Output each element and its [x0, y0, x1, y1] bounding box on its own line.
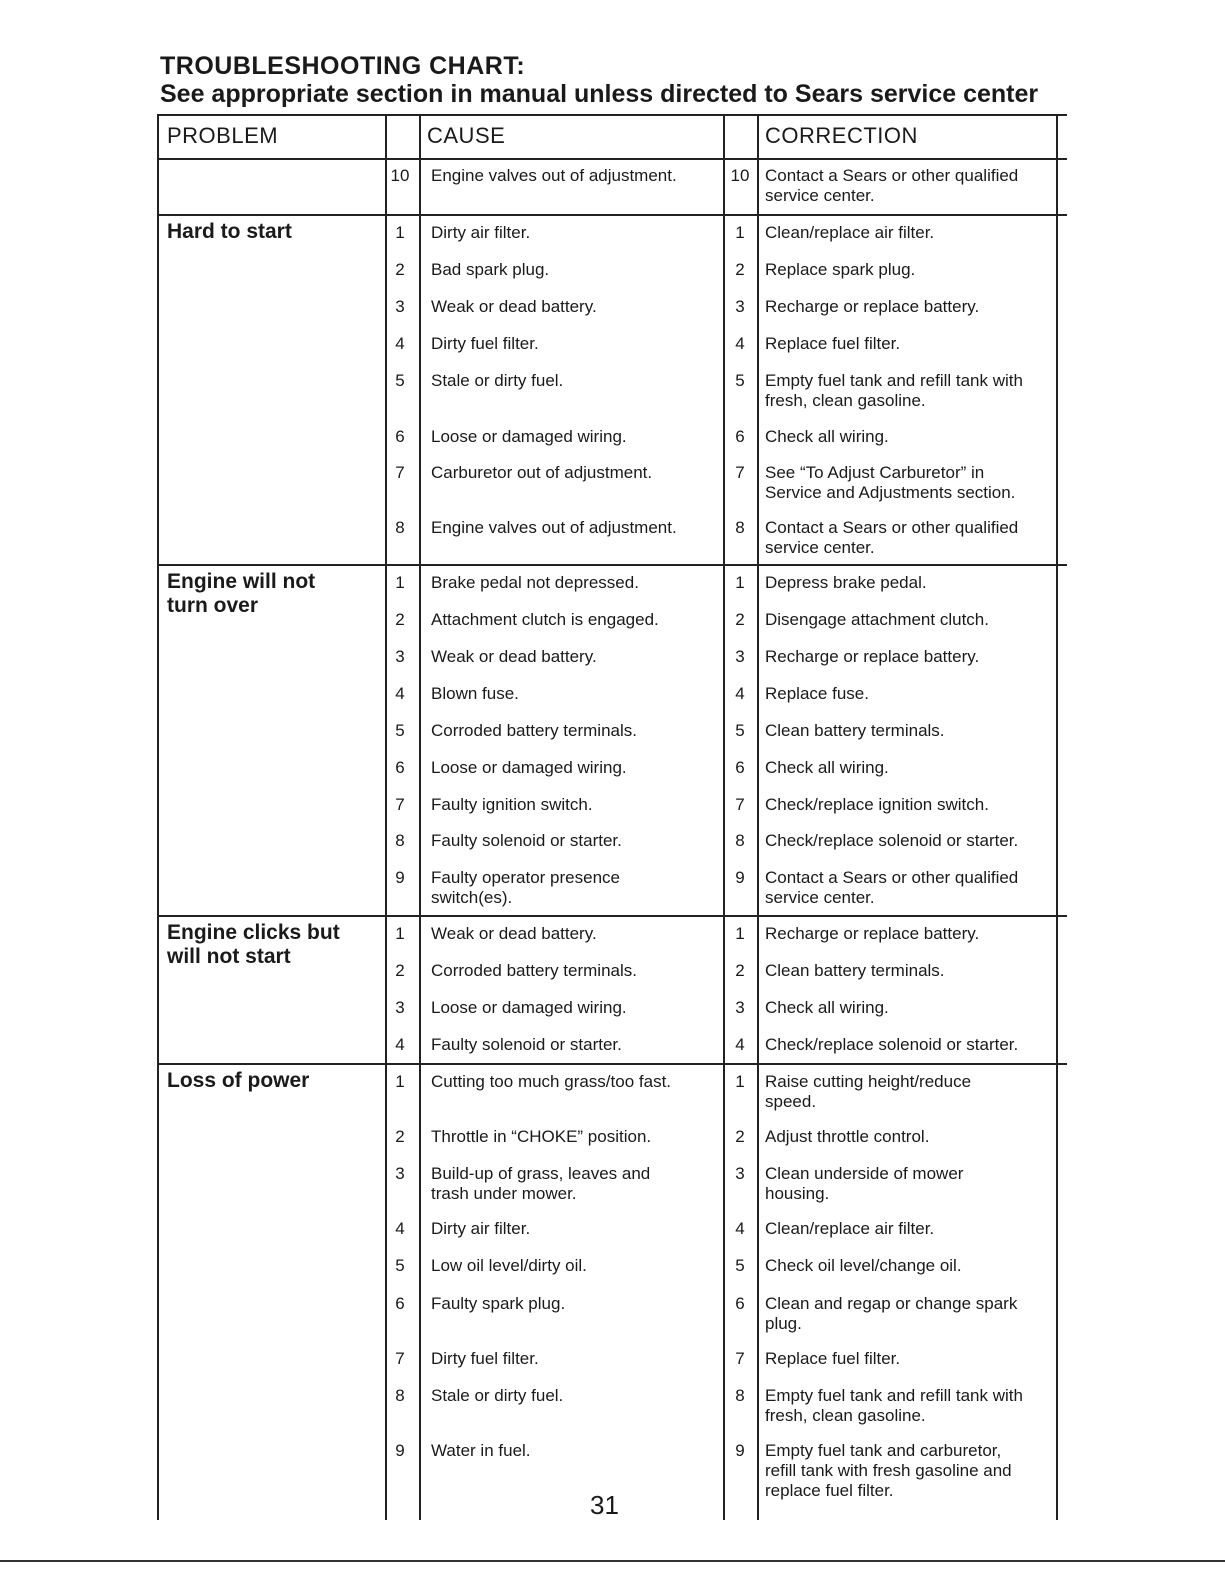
- cause-number: 7: [395, 463, 405, 482]
- cause-number: 10: [390, 166, 410, 185]
- cause-number: 7: [395, 795, 405, 814]
- cause-number: 2: [395, 1127, 405, 1146]
- correction-text: See “To Adjust Carburetor” in Service and Adjustments section.: [765, 463, 1016, 502]
- correction-text: Contact a Sears or other qualified service center.: [765, 868, 1019, 907]
- cause-text: Throttle in “CHOKE” position.: [431, 1127, 652, 1146]
- correction-text: Adjust throttle control.: [765, 1127, 930, 1146]
- correction-text: Clean/replace air filter.: [765, 223, 935, 242]
- correction-text: Replace fuse.: [765, 684, 869, 703]
- cause-number: 9: [395, 868, 405, 887]
- cause-number: 5: [395, 371, 405, 390]
- page-subtitle: See appropriate section in manual unless directed to Sears service center: [160, 80, 1039, 108]
- correction-text: Check oil level/change oil.: [765, 1256, 962, 1275]
- correction-number: 8: [735, 1386, 745, 1405]
- correction-number: 10: [730, 166, 750, 185]
- cause-number: 8: [395, 831, 405, 850]
- correction-number: 1: [735, 573, 745, 592]
- cause-text: Loose or damaged wiring.: [431, 758, 627, 777]
- cause-text: Attachment clutch is engaged.: [431, 610, 659, 629]
- cause-text: Loose or damaged wiring.: [431, 427, 627, 446]
- cause-text: Stale or dirty fuel.: [431, 1386, 564, 1405]
- correction-text: Check all wiring.: [765, 998, 889, 1017]
- cause-number: 6: [395, 427, 405, 446]
- column-divider: [419, 114, 421, 1520]
- correction-text: Clean/replace air filter.: [765, 1219, 935, 1238]
- column-divider: [723, 114, 725, 1520]
- header-cause: CAUSE: [427, 123, 506, 148]
- correction-number: 3: [735, 998, 745, 1017]
- group-divider: [157, 214, 1067, 216]
- header-correction: CORRECTION: [765, 123, 918, 148]
- cause-text: Weak or dead battery.: [431, 297, 597, 316]
- cause-number: 4: [395, 1219, 405, 1238]
- page-title: TROUBLESHOOTING CHART:: [160, 52, 526, 80]
- cause-number: 1: [395, 924, 405, 943]
- correction-number: 6: [735, 758, 745, 777]
- cause-text: Cutting too much grass/too fast.: [431, 1072, 672, 1091]
- cause-text: Faulty operator presence switch(es).: [431, 868, 620, 907]
- cause-text: Stale or dirty fuel.: [431, 371, 564, 390]
- cause-text: Weak or dead battery.: [431, 924, 597, 943]
- page-number: 31: [590, 1490, 619, 1520]
- correction-number: 8: [735, 831, 745, 850]
- cause-text: Corroded battery terminals.: [431, 961, 637, 980]
- correction-text: Depress brake pedal.: [765, 573, 927, 592]
- correction-text: Clean battery terminals.: [765, 721, 945, 740]
- correction-number: 9: [735, 868, 745, 887]
- correction-number: 3: [735, 1164, 745, 1183]
- cause-number: 2: [395, 610, 405, 629]
- correction-text: Replace fuel filter.: [765, 334, 901, 353]
- correction-text: Check/replace solenoid or starter.: [765, 831, 1019, 850]
- cause-text: Faulty ignition switch.: [431, 795, 593, 814]
- page-bottom-rule: [0, 1560, 1225, 1562]
- cause-text: Dirty fuel filter.: [431, 1349, 539, 1368]
- cause-number: 4: [395, 684, 405, 703]
- header-divider: [157, 158, 1067, 160]
- cause-number: 5: [395, 1256, 405, 1275]
- cause-text: Loose or damaged wiring.: [431, 998, 627, 1017]
- cause-text: Engine valves out of adjustment.: [431, 166, 677, 185]
- correction-number: 5: [735, 721, 745, 740]
- cause-text: Faulty solenoid or starter.: [431, 831, 622, 850]
- correction-number: 3: [735, 297, 745, 316]
- cause-text: Weak or dead battery.: [431, 647, 597, 666]
- cause-number: 3: [395, 647, 405, 666]
- header-problem: PROBLEM: [167, 123, 279, 148]
- correction-number: 4: [735, 334, 745, 353]
- cause-text: Faulty solenoid or starter.: [431, 1035, 622, 1054]
- correction-text: Empty fuel tank and refill tank with fresh, clean gasoline.: [765, 371, 1023, 410]
- correction-text: Disengage attachment clutch.: [765, 610, 989, 629]
- group-divider: [157, 564, 1067, 566]
- correction-text: Empty fuel tank and refill tank with fresh, clean gasoline.: [765, 1386, 1023, 1425]
- cause-number: 6: [395, 1294, 405, 1313]
- cause-text: Dirty fuel filter.: [431, 334, 539, 353]
- problem-label: Engine clicks but will not start: [167, 921, 340, 968]
- correction-number: 3: [735, 647, 745, 666]
- cause-number: 5: [395, 721, 405, 740]
- cause-text: Carburetor out of adjustment.: [431, 463, 653, 482]
- correction-text: Empty fuel tank and carburetor, refill tank with fresh gasoline and replace fuel filter.: [765, 1441, 1012, 1500]
- cause-text: Faulty spark plug.: [431, 1294, 566, 1313]
- correction-number: 4: [735, 1035, 745, 1054]
- correction-number: 2: [735, 260, 745, 279]
- group-divider: [157, 915, 1067, 917]
- group-divider: [157, 1063, 1067, 1065]
- correction-number: 7: [735, 1349, 745, 1368]
- column-divider: [157, 114, 159, 1520]
- correction-text: Clean battery terminals.: [765, 961, 945, 980]
- cause-number: 2: [395, 260, 405, 279]
- correction-number: 7: [735, 795, 745, 814]
- correction-number: 1: [735, 1072, 745, 1091]
- cause-number: 8: [395, 1386, 405, 1405]
- correction-number: 9: [735, 1441, 745, 1460]
- correction-number: 6: [735, 1294, 745, 1313]
- cause-number: 1: [395, 1072, 405, 1091]
- correction-number: 5: [735, 1256, 745, 1275]
- cause-number: 3: [395, 1164, 405, 1183]
- correction-number: 7: [735, 463, 745, 482]
- problem-label: Hard to start: [167, 220, 292, 243]
- correction-number: 2: [735, 961, 745, 980]
- cause-number: 7: [395, 1349, 405, 1368]
- correction-text: Replace spark plug.: [765, 260, 916, 279]
- cause-text: Corroded battery terminals.: [431, 721, 637, 740]
- cause-text: Dirty air filter.: [431, 223, 531, 242]
- correction-number: 6: [735, 427, 745, 446]
- cause-number: 8: [395, 518, 405, 537]
- cause-number: 3: [395, 297, 405, 316]
- cause-text: Brake pedal not depressed.: [431, 573, 639, 592]
- cause-number: 1: [395, 223, 405, 242]
- correction-text: Check/replace ignition switch.: [765, 795, 989, 814]
- cause-number: 4: [395, 334, 405, 353]
- cause-text: Dirty air filter.: [431, 1219, 531, 1238]
- cause-number: 3: [395, 998, 405, 1017]
- correction-number: 5: [735, 371, 745, 390]
- correction-number: 1: [735, 924, 745, 943]
- correction-number: 4: [735, 1219, 745, 1238]
- cause-text: Build-up of grass, leaves and trash under mower.: [431, 1164, 651, 1203]
- correction-number: 8: [735, 518, 745, 537]
- correction-text: Recharge or replace battery.: [765, 297, 980, 316]
- correction-text: Contact a Sears or other qualified service center.: [765, 166, 1019, 205]
- correction-text: Check all wiring.: [765, 758, 889, 777]
- cause-number: 9: [395, 1441, 405, 1460]
- correction-text: Check/replace solenoid or starter.: [765, 1035, 1019, 1054]
- correction-text: Replace fuel filter.: [765, 1349, 901, 1368]
- cause-text: Low oil level/dirty oil.: [431, 1256, 587, 1275]
- correction-number: 2: [735, 610, 745, 629]
- correction-text: Recharge or replace battery.: [765, 924, 980, 943]
- correction-number: 2: [735, 1127, 745, 1146]
- column-divider: [1056, 114, 1058, 1520]
- correction-text: Check all wiring.: [765, 427, 889, 446]
- cause-text: Engine valves out of adjustment.: [431, 518, 677, 537]
- table-top-border: [157, 114, 1067, 116]
- column-divider: [757, 114, 759, 1520]
- cause-text: Blown fuse.: [431, 684, 519, 703]
- cause-number: 2: [395, 961, 405, 980]
- problem-label: Loss of power: [167, 1069, 310, 1092]
- cause-text: Bad spark plug.: [431, 260, 550, 279]
- cause-number: 4: [395, 1035, 405, 1054]
- cause-text: Water in fuel.: [431, 1441, 531, 1460]
- cause-number: 1: [395, 573, 405, 592]
- correction-number: 4: [735, 684, 745, 703]
- correction-text: Recharge or replace battery.: [765, 647, 980, 666]
- correction-text: Clean underside of mower housing.: [765, 1164, 964, 1203]
- problem-label: Engine will not turn over: [167, 570, 316, 617]
- correction-text: Raise cutting height/reduce speed.: [765, 1072, 972, 1111]
- cause-number: 6: [395, 758, 405, 777]
- correction-text: Contact a Sears or other qualified service center.: [765, 518, 1019, 557]
- correction-number: 1: [735, 223, 745, 242]
- troubleshooting-table: [157, 114, 1067, 1520]
- correction-text: Clean and regap or change spark plug.: [765, 1294, 1018, 1333]
